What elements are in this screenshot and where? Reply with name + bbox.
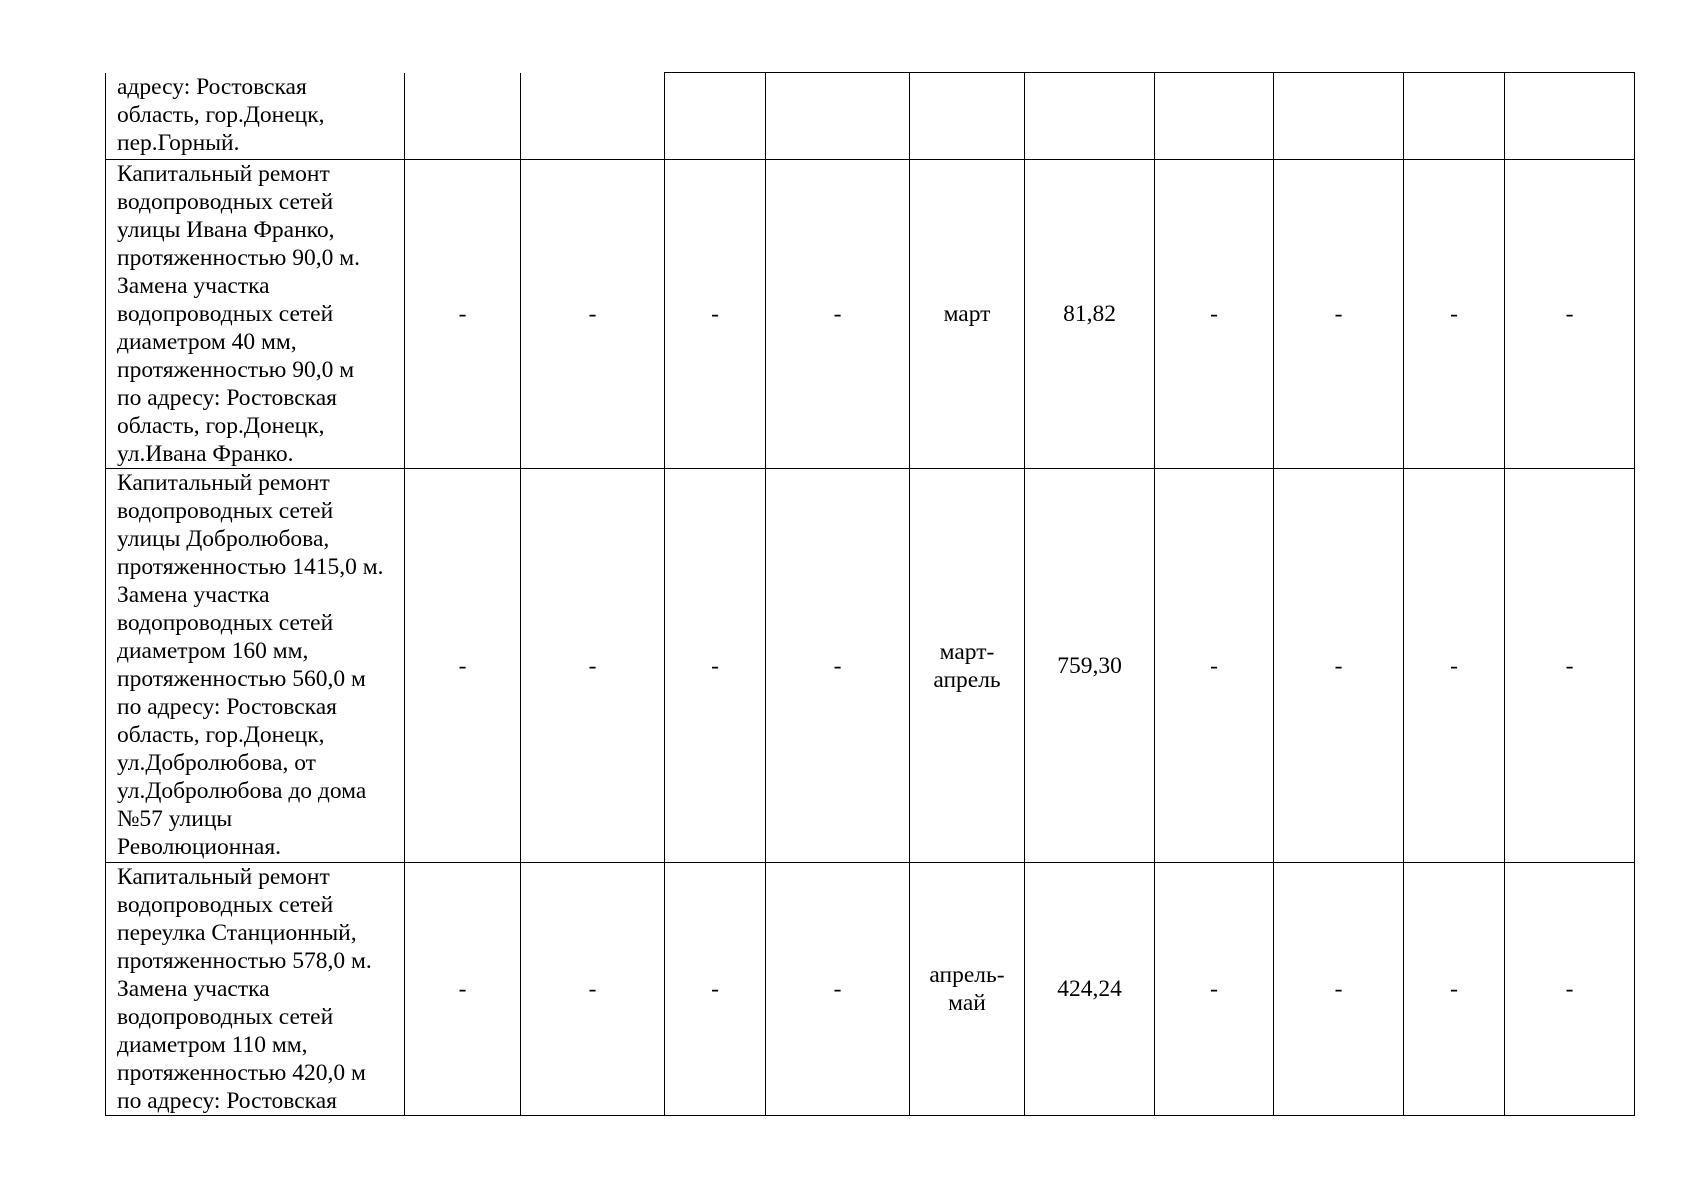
period-cell bbox=[910, 73, 1025, 160]
period-cell: март- апрель bbox=[910, 469, 1025, 863]
amount-cell: 424,24 bbox=[1025, 863, 1155, 1116]
table-cell: - bbox=[405, 863, 521, 1116]
table-cell: - bbox=[1155, 469, 1274, 863]
table-cell: - bbox=[766, 469, 910, 863]
table-cell: - bbox=[1404, 160, 1505, 469]
table-cell: - bbox=[665, 469, 766, 863]
table-cell bbox=[1505, 73, 1635, 160]
work-description-cell bbox=[106, 469, 405, 863]
amount-cell bbox=[1025, 73, 1155, 160]
table-cell: - bbox=[1274, 160, 1404, 469]
table-cell: - bbox=[1505, 469, 1635, 863]
work-description-cell bbox=[106, 160, 405, 469]
work-description: Капитальный ремонт водопроводных сетей улицы Добролюбова, протяженностью 1415,0 м. Замена участка водопроводных сетей диаметром 160 мм, протяженностью 560,0 м по адресу: Ростовская область, гор.Донецк, ул.Добролюбова, от ул.Добролюбова до дома №57 улицы Революционная. bbox=[117, 470, 384, 860]
table-cell: - bbox=[1505, 160, 1635, 469]
table-row bbox=[106, 160, 1635, 469]
table-cell: - bbox=[1274, 863, 1404, 1116]
table-cell: - bbox=[1155, 160, 1274, 469]
table-cell bbox=[665, 73, 766, 160]
table-cell: - bbox=[521, 469, 665, 863]
amount-cell: 81,82 bbox=[1025, 160, 1155, 469]
table-cell: - bbox=[521, 863, 665, 1116]
work-description: адресу: Ростовская область, гор.Донецк, пер.Горный. bbox=[117, 73, 325, 156]
table-row bbox=[106, 73, 1635, 160]
table-cell: - bbox=[766, 863, 910, 1116]
amount-cell: 759,30 bbox=[1025, 469, 1155, 863]
period-cell: апрель- май bbox=[910, 863, 1025, 1116]
table-cell: - bbox=[1505, 863, 1635, 1116]
table-cell bbox=[405, 73, 521, 160]
table-cell bbox=[1274, 73, 1404, 160]
table-cell: - bbox=[1274, 469, 1404, 863]
table-body bbox=[106, 73, 1635, 1116]
table-cell bbox=[521, 73, 665, 160]
period-cell: март bbox=[910, 160, 1025, 469]
table-cell: - bbox=[766, 160, 910, 469]
table-row bbox=[106, 469, 1635, 863]
table-cell bbox=[1404, 73, 1505, 160]
table-cell: - bbox=[1155, 863, 1274, 1116]
table-cell: - bbox=[1404, 863, 1505, 1116]
work-description: Капитальный ремонт водопроводных сетей улицы Ивана Франко, протяженностью 90,0 м. Замена участка водопроводных сетей диаметром 40 мм, протяженностью 90,0 м по адресу: Ростовская область, гор.Донецк, ул.Ивана Франко. bbox=[117, 161, 360, 467]
table-cell: - bbox=[521, 160, 665, 469]
work-description: Капитальный ремонт водопроводных сетей переулка Станционный, протяженностью 578,0 м. Замена участка водопроводных сетей диаметром 110 мм, протяженностью 420,0 м по адресу: Ростовская bbox=[117, 864, 372, 1114]
table-cell: - bbox=[405, 160, 521, 469]
table-cell: - bbox=[405, 469, 521, 863]
table-cell: - bbox=[665, 160, 766, 469]
table-cell: - bbox=[1404, 469, 1505, 863]
work-description-cell bbox=[106, 863, 405, 1116]
table-cell: - bbox=[665, 863, 766, 1116]
work-description-cell bbox=[106, 73, 405, 160]
works-table bbox=[105, 72, 1635, 1116]
table-cell bbox=[766, 73, 910, 160]
table-row bbox=[106, 863, 1635, 1116]
table-cell bbox=[1155, 73, 1274, 160]
